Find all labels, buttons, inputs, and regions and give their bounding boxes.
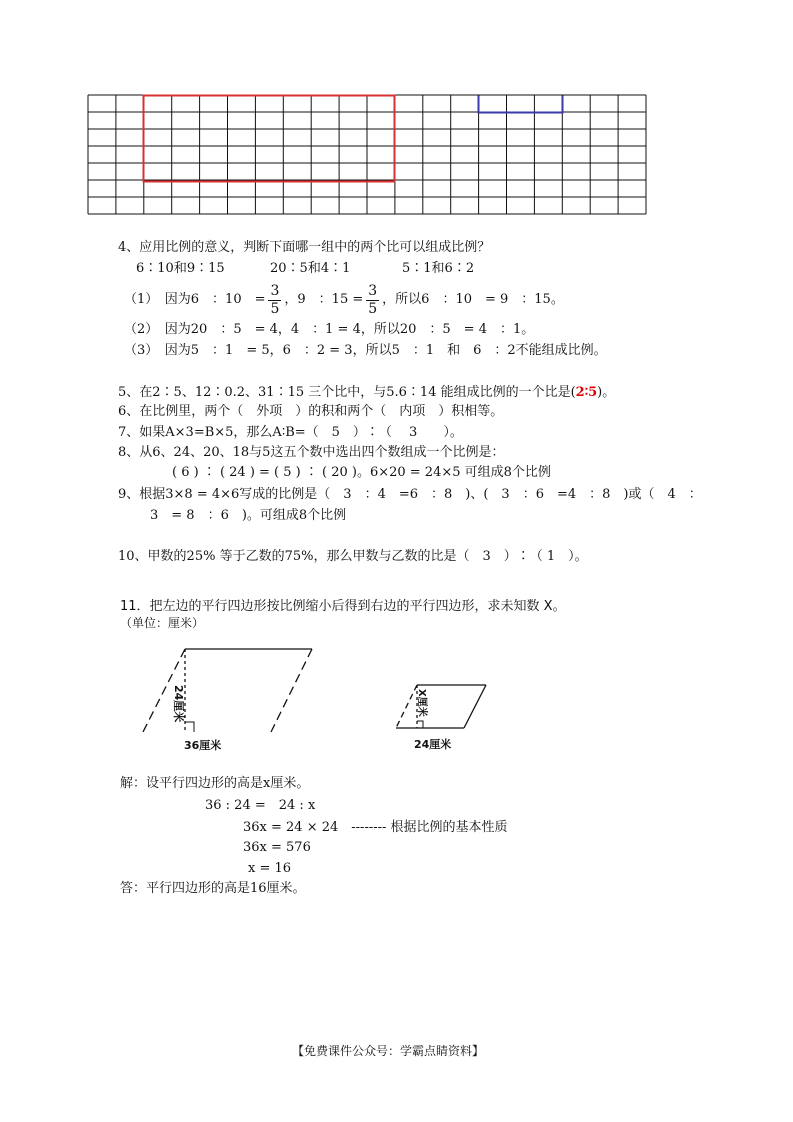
q4-a1-mid: ，9 ：15 =	[284, 292, 364, 307]
left-parallelogram-right-side	[271, 649, 312, 732]
right-parallelogram-right-side	[464, 685, 486, 728]
solution-answer: 答：平行四边形的高是16厘米。	[120, 881, 306, 896]
q8-line-2: ( 6 ) ∶ ( 24 ) = ( 5 ) ∶ ( 20 )。6×20 = 24×5 可组成8个比例	[172, 465, 551, 480]
q7-line: 7、如果A×3=B×5，那么A∶B=（ 5 ）∶（ 3 ）。	[118, 425, 463, 440]
q9-line-1: 9、根据3×8 = 4×6写成的比例是（ 3 ：4 =6 ：8 )、( 3 ：6 =4 ：8 )或（ 4 ：	[118, 487, 702, 502]
q11-unit: （单位：厘米）	[120, 616, 205, 630]
q5-line	[118, 385, 615, 401]
q5-answer: 2∶5	[575, 385, 598, 400]
left-base-label: 36厘米	[184, 739, 222, 752]
q4-option-3: 5∶1和6∶2	[402, 261, 475, 276]
q4-a1-post: ，所以6 ：10 = 9 ：15。	[382, 292, 564, 307]
solution-step-3: 36x = 576	[243, 840, 311, 855]
solution-step-2: 36x = 24 × 24 -------- 根据比例的基本性质	[243, 820, 508, 835]
q4-a1-pre: （1） 因为6 ：10 =	[124, 292, 266, 307]
right-parallelogram-left-side	[396, 685, 417, 728]
solution-intro: 解：设平行四边形的高是x厘米。	[120, 776, 310, 791]
q4-option-2: 20∶5和4∶1	[270, 261, 351, 276]
red-rectangle	[144, 96, 395, 182]
right-angle-mark-small	[417, 721, 423, 728]
right-parallelogram-figure	[392, 680, 492, 732]
right-base-label: 24厘米	[414, 738, 452, 751]
fraction-3-5-second: $\frac{3}{5}$	[368, 282, 378, 317]
square-grid	[0, 0, 793, 230]
page-footer: 【免费课件公众号：学霸点睛资料】	[292, 1044, 485, 1058]
q4-option-1: 6∶10和9∶15	[136, 261, 225, 276]
q11-title: 11．把左边的平行四边形按比例缩小后得到右边的平行四边形，求未知数 X。	[120, 599, 566, 614]
blue-rectangle	[479, 96, 563, 113]
solution-step-1: 36 : 24 = 24 : x	[205, 798, 316, 813]
q4-answer-3: （3） 因为5 ：1 = 5，6 ：2 = 3，所以5 ：1 和 6 ：2不能组成比例。	[124, 343, 607, 358]
q5-text: 5、在2∶5、12∶0.2、31∶15 三个比中，与5.6∶14 能组成比例的一个比是(	[118, 385, 576, 400]
fraction-3-5: $\frac{3}{5}$	[270, 282, 280, 317]
q4-answer-1	[124, 280, 564, 320]
right-height-label: X厘米	[416, 689, 427, 717]
right-angle-mark	[185, 722, 194, 732]
q8-line-1: 8、从6、24、20、18与5这五个数中选出四个数组成一个比例是：	[118, 445, 505, 460]
solution-step-4: x = 16	[248, 861, 292, 876]
left-height-label: 24厘米	[172, 685, 185, 723]
q6-line: 6、在比例里，两个（ 外项 ）的积和两个（ 内项 ）积相等。	[118, 404, 504, 419]
q5-end: )。	[597, 385, 616, 400]
q9-line-2: 3 = 8 ：6 )。可组成8个比例	[150, 508, 347, 523]
left-parallelogram-figure	[138, 642, 323, 737]
q4-question: 4、应用比例的意义，判断下面哪一组中的两个比可以组成比例？	[118, 240, 491, 255]
q4-answer-2: （2） 因为20 ：5 = 4，4 ：1 = 4，所以20 ：5 = 4 ：1。	[124, 322, 535, 337]
q10-line: 10、甲数的25% 等于乙数的75%，那么甲数与乙数的比是（ 3 ）∶（ 1 ）。	[118, 549, 588, 564]
